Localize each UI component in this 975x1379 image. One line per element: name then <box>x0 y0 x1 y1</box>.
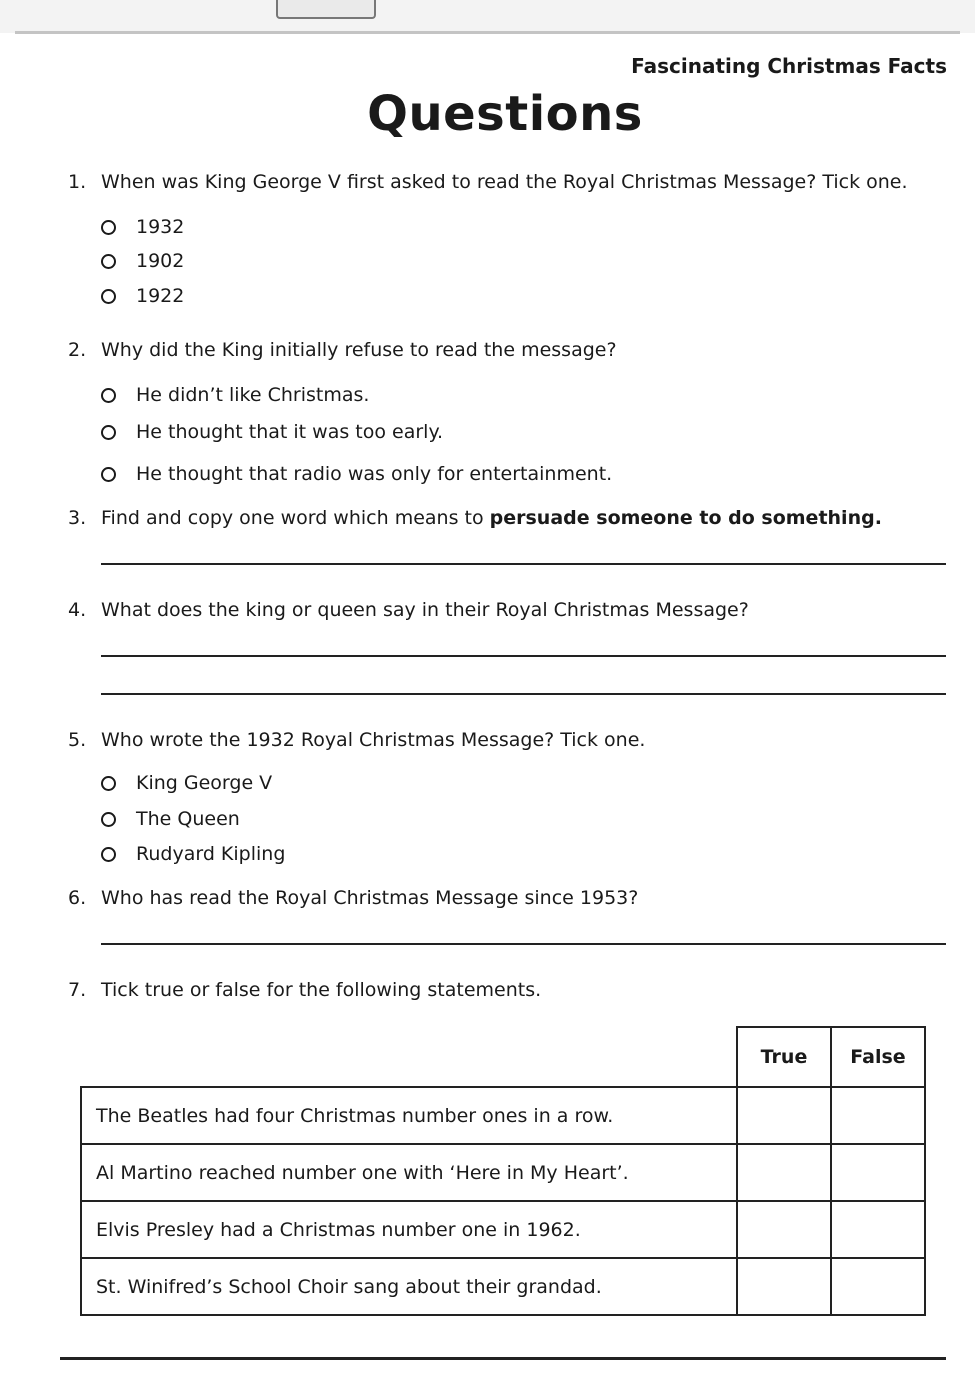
answer-line-q3[interactable] <box>101 563 946 565</box>
statement-cell: Elvis Presley had a Christmas number one in 1962. <box>81 1201 737 1258</box>
column-header-true: True <box>737 1027 831 1087</box>
statement-cell: The Beatles had four Christmas number ones in a row. <box>81 1087 737 1144</box>
true-tick-cell[interactable] <box>737 1258 831 1315</box>
radio-circle-icon[interactable] <box>101 425 116 440</box>
option-label: He thought that it was too early. <box>136 421 444 443</box>
table-corner <box>81 1027 737 1087</box>
column-header-false: False <box>831 1027 925 1087</box>
q2-option-3[interactable] <box>101 463 612 485</box>
question-text: Tick true or false for the following statements. <box>101 979 542 1001</box>
true-tick-cell[interactable] <box>737 1201 831 1258</box>
footer-divider <box>60 1357 946 1360</box>
worksheet-header: Fascinating Christmas Facts <box>631 54 947 78</box>
question-text: Who wrote the 1932 Royal Christmas Message? Tick one. <box>101 729 646 751</box>
false-tick-cell[interactable] <box>831 1258 925 1315</box>
table-header-row <box>81 1027 925 1087</box>
radio-circle-icon[interactable] <box>101 254 116 269</box>
radio-circle-icon[interactable] <box>101 467 116 482</box>
false-tick-cell[interactable] <box>831 1201 925 1258</box>
question-text-emphasis: persuade someone to do something. <box>489 507 882 529</box>
question-number: 5. <box>68 729 87 751</box>
question-text: When was King George V first asked to read the Royal Christmas Message? Tick one. <box>101 171 908 193</box>
top-toolbar <box>0 0 975 33</box>
q5-option-2[interactable] <box>101 808 240 830</box>
question-1 <box>68 171 908 193</box>
answer-line-q4-1[interactable] <box>101 655 946 657</box>
q1-option-3[interactable] <box>101 285 184 307</box>
toolbar-divider <box>15 31 960 34</box>
option-label: He thought that radio was only for entertainment. <box>136 463 613 485</box>
question-text: Why did the King initially refuse to read the message? <box>101 339 617 361</box>
question-number: 3. <box>68 507 87 529</box>
question-text: Find and copy one word which means to <box>101 507 490 529</box>
toolbar-tab[interactable] <box>276 0 376 19</box>
question-text: Who has read the Royal Christmas Message since 1953? <box>101 887 639 909</box>
true-tick-cell[interactable] <box>737 1144 831 1201</box>
true-tick-cell[interactable] <box>737 1087 831 1144</box>
question-number: 6. <box>68 887 87 909</box>
statement-cell: St. Winifred’s School Choir sang about their grandad. <box>81 1258 737 1315</box>
radio-circle-icon[interactable] <box>101 776 116 791</box>
question-number: 7. <box>68 979 87 1001</box>
question-2 <box>68 339 617 361</box>
table-row <box>81 1087 925 1144</box>
answer-line-q4-2[interactable] <box>101 693 946 695</box>
option-label: He didn’t like Christmas. <box>136 384 370 406</box>
table-row <box>81 1258 925 1315</box>
option-label: Rudyard Kipling <box>136 843 286 865</box>
table-row <box>81 1201 925 1258</box>
page-title: Questions <box>367 86 643 142</box>
question-number: 4. <box>68 599 87 621</box>
q2-option-1[interactable] <box>101 384 369 406</box>
q1-option-1[interactable] <box>101 216 184 238</box>
q5-option-3[interactable] <box>101 843 285 865</box>
radio-circle-icon[interactable] <box>101 388 116 403</box>
radio-circle-icon[interactable] <box>101 220 116 235</box>
question-number: 2. <box>68 339 87 361</box>
q5-option-1[interactable] <box>101 772 272 794</box>
question-text: What does the king or queen say in their Royal Christmas Message? <box>101 599 749 621</box>
q2-option-2[interactable] <box>101 421 443 443</box>
radio-circle-icon[interactable] <box>101 812 116 827</box>
option-label: 1932 <box>136 216 185 238</box>
option-label: King George V <box>136 772 273 794</box>
false-tick-cell[interactable] <box>831 1144 925 1201</box>
question-4 <box>68 599 749 621</box>
radio-circle-icon[interactable] <box>101 289 116 304</box>
question-3 <box>68 507 882 529</box>
answer-line-q6[interactable] <box>101 943 946 945</box>
false-tick-cell[interactable] <box>831 1087 925 1144</box>
true-false-table <box>80 1026 926 1316</box>
radio-circle-icon[interactable] <box>101 847 116 862</box>
question-6 <box>68 887 638 909</box>
question-5 <box>68 729 645 751</box>
question-number: 1. <box>68 171 87 193</box>
option-label: 1922 <box>136 285 185 307</box>
option-label: The Queen <box>136 808 240 830</box>
q1-option-2[interactable] <box>101 250 184 272</box>
question-7 <box>68 979 541 1001</box>
option-label: 1902 <box>136 250 185 272</box>
table-row <box>81 1144 925 1201</box>
statement-cell: Al Martino reached number one with ‘Here in My Heart’. <box>81 1144 737 1201</box>
